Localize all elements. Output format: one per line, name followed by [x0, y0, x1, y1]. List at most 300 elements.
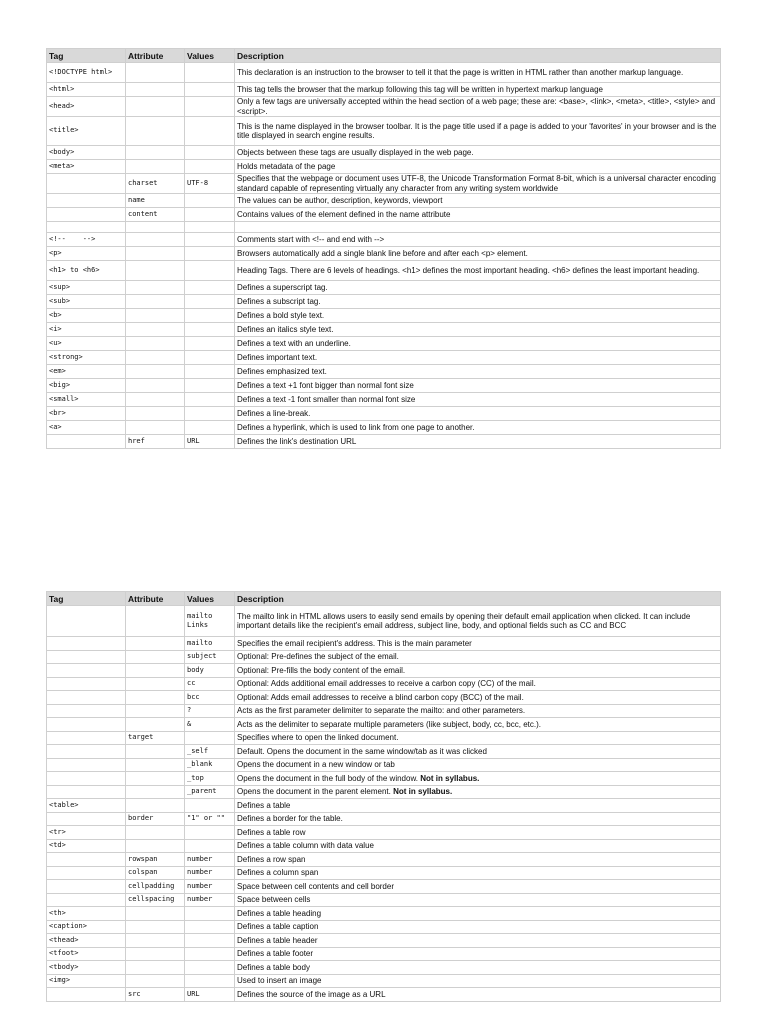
cell-attribute	[126, 421, 185, 435]
table-row	[47, 281, 721, 295]
cell-tag	[47, 393, 126, 407]
cell-values	[185, 934, 235, 948]
table-row	[47, 785, 721, 799]
cell-values	[185, 785, 235, 799]
cell-values	[185, 853, 235, 867]
cell-tag-text: <a>	[49, 422, 62, 431]
col-header-attribute: Attribute	[126, 592, 185, 606]
cell-description	[235, 421, 721, 435]
table-row	[47, 261, 721, 281]
cell-description	[235, 853, 721, 867]
table-row	[47, 637, 721, 651]
cell-description	[235, 83, 721, 97]
cell-tag	[47, 677, 126, 691]
cell-description-text: The values can be author, description, keywords, viewport	[237, 195, 443, 205]
cell-attribute	[126, 691, 185, 705]
cell-description-text: Opens the document in the full body of the window.	[237, 773, 419, 783]
cell-tag	[47, 893, 126, 907]
cell-description	[235, 826, 721, 840]
table-row	[47, 247, 721, 261]
cell-tag	[47, 83, 126, 97]
table-row	[47, 893, 721, 907]
cell-description-text: Defines a text with an underline.	[237, 338, 351, 348]
cell-attribute-text: src	[128, 989, 141, 998]
cell-values	[185, 637, 235, 651]
cell-description	[235, 117, 721, 146]
cell-attribute	[126, 785, 185, 799]
cell-tag-text: <table>	[49, 800, 79, 809]
cell-tag	[47, 853, 126, 867]
cell-attribute-text: target	[128, 733, 154, 742]
cell-tag	[47, 281, 126, 295]
cell-tag	[47, 97, 126, 117]
cell-description	[235, 606, 721, 637]
cell-description-text: Defines a text +1 font bigger than normal font size	[237, 380, 414, 390]
table-row	[47, 421, 721, 435]
cell-values-text: "1" or ""	[187, 814, 225, 823]
cell-description	[235, 309, 721, 323]
cell-description	[235, 365, 721, 379]
cell-description-text: Defines emphasized text.	[237, 366, 327, 376]
cell-tag-text: <i>	[49, 324, 62, 333]
cell-values	[185, 988, 235, 1002]
cell-values	[185, 691, 235, 705]
cell-values	[185, 812, 235, 826]
table-row	[47, 222, 721, 233]
cell-description-text: Defines the source of the image as a URL	[237, 989, 386, 999]
table-row	[47, 812, 721, 826]
cell-tag	[47, 866, 126, 880]
cell-attribute	[126, 731, 185, 745]
cell-description-text: Defines a table row	[237, 827, 306, 837]
table-row	[47, 718, 721, 732]
cell-description-text: Contains values of the element defined in the name attribute	[237, 209, 451, 219]
cell-attribute-text: name	[128, 195, 145, 204]
cell-description-text: Used to insert an image	[237, 976, 322, 986]
cell-values-text: body	[187, 665, 204, 674]
cell-values-text: bcc	[187, 692, 200, 701]
cell-values	[185, 731, 235, 745]
cell-tag-text: <!-- -->	[49, 234, 96, 243]
cell-tag-text: <title>	[49, 126, 79, 135]
cell-values	[185, 160, 235, 174]
cell-attribute	[126, 826, 185, 840]
table-row	[47, 664, 721, 678]
cell-tag	[47, 785, 126, 799]
cell-description-text: Defines an italics style text.	[237, 324, 334, 334]
cell-tag	[47, 988, 126, 1002]
cell-attribute	[126, 677, 185, 691]
cell-description-text: Defines a line-break.	[237, 408, 311, 418]
cell-values	[185, 379, 235, 393]
cell-attribute	[126, 194, 185, 208]
cell-description	[235, 664, 721, 678]
cell-attribute	[126, 233, 185, 247]
cell-tag-text: <body>	[49, 147, 75, 156]
cell-tag	[47, 745, 126, 759]
cell-attribute-text: border	[128, 814, 154, 823]
cell-tag	[47, 758, 126, 772]
cell-tag-text: <br>	[49, 408, 66, 417]
cell-description-text: Default. Opens the document in the same window/tab as it was clicked	[237, 746, 487, 756]
cell-tag	[47, 379, 126, 393]
cell-values	[185, 309, 235, 323]
cell-values	[185, 718, 235, 732]
cell-tag-text: <tbody>	[49, 962, 79, 971]
cell-attribute	[126, 961, 185, 975]
cell-description-text: Optional: Pre-defines the subject of the email.	[237, 652, 399, 662]
cell-description	[235, 920, 721, 934]
cell-values	[185, 839, 235, 853]
html-tags-table-2	[46, 591, 721, 1002]
cell-description	[235, 393, 721, 407]
col-header-description: Description	[235, 49, 721, 63]
cell-values-text: number	[187, 868, 213, 877]
table-row	[47, 97, 721, 117]
col-header-values: Values	[185, 49, 235, 63]
cell-description	[235, 988, 721, 1002]
cell-attribute	[126, 379, 185, 393]
cell-description	[235, 839, 721, 853]
cell-attribute	[126, 718, 185, 732]
table-row	[47, 309, 721, 323]
cell-description	[235, 281, 721, 295]
cell-tag-text: <thead>	[49, 935, 79, 944]
cell-description	[235, 785, 721, 799]
cell-tag	[47, 731, 126, 745]
cell-values	[185, 826, 235, 840]
cell-tag-text: <meta>	[49, 161, 75, 170]
cell-values	[185, 261, 235, 281]
cell-description	[235, 691, 721, 705]
table-row	[47, 407, 721, 421]
cell-description	[235, 323, 721, 337]
cell-tag	[47, 421, 126, 435]
cell-tag	[47, 222, 126, 233]
cell-description-text: Defines a table header	[237, 935, 318, 945]
cell-description-text: Defines a table heading	[237, 908, 322, 918]
cell-description	[235, 233, 721, 247]
cell-description	[235, 947, 721, 961]
cell-values	[185, 393, 235, 407]
cell-tag	[47, 247, 126, 261]
cell-description	[235, 745, 721, 759]
cell-description-text: Optional: Adds email addresses to receive a blind carbon copy (BCC) of the mail.	[237, 692, 524, 702]
cell-description-text: Holds metadata of the page	[237, 161, 336, 171]
cell-tag	[47, 606, 126, 637]
cell-values-text: UTF-8	[187, 178, 209, 187]
cell-attribute	[126, 974, 185, 988]
cell-values	[185, 97, 235, 117]
cell-tag	[47, 961, 126, 975]
cell-values	[185, 772, 235, 786]
cell-values	[185, 63, 235, 83]
cell-values	[185, 866, 235, 880]
cell-values	[185, 194, 235, 208]
cell-description	[235, 247, 721, 261]
cell-attribute	[126, 160, 185, 174]
cell-tag	[47, 309, 126, 323]
cell-attribute	[126, 295, 185, 309]
cell-values	[185, 337, 235, 351]
cell-values	[185, 947, 235, 961]
table-row	[47, 295, 721, 309]
cell-description-text: Specifies that the webpage or document uses UTF-8, the Unicode Transformation Format 8-bit, which is a universal character encoding standard capable of representing virtually any character from any writing system worldwide	[237, 174, 716, 193]
cell-description	[235, 799, 721, 813]
table-row	[47, 853, 721, 867]
cell-description	[235, 907, 721, 921]
cell-tag-text: <b>	[49, 310, 62, 319]
cell-tag-text: <!DOCTYPE html>	[49, 67, 113, 76]
cell-tag-text: <big>	[49, 380, 71, 389]
cell-description	[235, 866, 721, 880]
cell-description	[235, 974, 721, 988]
cell-tag	[47, 365, 126, 379]
col-header-tag: Tag	[47, 592, 126, 606]
cell-tag	[47, 799, 126, 813]
cell-tag	[47, 934, 126, 948]
cell-description-text: Specifies where to open the linked document.	[237, 733, 399, 743]
cell-tag	[47, 637, 126, 651]
cell-description	[235, 261, 721, 281]
cell-description	[235, 351, 721, 365]
col-header-attribute: Attribute	[126, 49, 185, 63]
cell-description-text: The mailto link in HTML allows users to easily send emails by opening their default email application when clicked. It can include important details like the recipient's email address, subject line, body, and optional fields such as CC and BCC	[237, 612, 691, 630]
cell-description-text: Space between cells	[237, 895, 311, 905]
cell-values	[185, 247, 235, 261]
cell-values	[185, 606, 235, 637]
cell-values	[185, 974, 235, 988]
cell-description	[235, 637, 721, 651]
cell-attribute	[126, 799, 185, 813]
cell-attribute	[126, 920, 185, 934]
table-row	[47, 393, 721, 407]
cell-description	[235, 63, 721, 83]
table-row	[47, 435, 721, 449]
cell-values	[185, 295, 235, 309]
cell-description	[235, 208, 721, 222]
cell-description	[235, 880, 721, 894]
cell-attribute	[126, 337, 185, 351]
cell-attribute	[126, 907, 185, 921]
cell-attribute	[126, 758, 185, 772]
cell-values	[185, 961, 235, 975]
cell-values	[185, 758, 235, 772]
cell-description	[235, 146, 721, 160]
cell-description	[235, 174, 721, 194]
cell-tag	[47, 351, 126, 365]
table-header-row	[47, 592, 721, 606]
table-row	[47, 880, 721, 894]
cell-tag-text: <img>	[49, 976, 71, 985]
cell-tag-text: <html>	[49, 84, 75, 93]
cell-description	[235, 677, 721, 691]
cell-tag-text: <sup>	[49, 282, 71, 291]
table-row	[47, 704, 721, 718]
cell-description-text: This declaration is an instruction to the browser to tell it that the page is written in HTML rather than another markup language.	[237, 67, 684, 77]
cell-description-text: Defines a table	[237, 800, 291, 810]
cell-tag	[47, 194, 126, 208]
cell-values	[185, 351, 235, 365]
cell-description-text: Defines important text.	[237, 352, 318, 362]
cell-attribute	[126, 853, 185, 867]
table-row	[47, 117, 721, 146]
table-row	[47, 233, 721, 247]
cell-attribute	[126, 839, 185, 853]
cell-description	[235, 758, 721, 772]
cell-tag	[47, 691, 126, 705]
cell-description-text: Browsers automatically add a single blank line before and after each <p> element.	[237, 248, 528, 258]
table-row	[47, 351, 721, 365]
col-header-values: Values	[185, 592, 235, 606]
cell-attribute	[126, 222, 185, 233]
cell-description-text: Acts as the first parameter delimiter to separate the mailto: and other parameters.	[237, 706, 526, 716]
cell-attribute	[126, 407, 185, 421]
cell-tag-text: <em>	[49, 366, 66, 375]
cell-description	[235, 337, 721, 351]
table-row	[47, 691, 721, 705]
table-row	[47, 772, 721, 786]
cell-values	[185, 435, 235, 449]
cell-tag	[47, 947, 126, 961]
table-row	[47, 650, 721, 664]
cell-values-text: number	[187, 854, 213, 863]
cell-description-text: Defines a column span	[237, 868, 319, 878]
cell-values-text: URL	[187, 989, 200, 998]
cell-values	[185, 880, 235, 894]
cell-attribute	[126, 393, 185, 407]
cell-tag-text: <p>	[49, 248, 62, 257]
table-row	[47, 907, 721, 921]
cell-tag-text: <td>	[49, 841, 66, 850]
col-header-tag: Tag	[47, 49, 126, 63]
cell-description	[235, 812, 721, 826]
cell-description	[235, 718, 721, 732]
cell-tag	[47, 146, 126, 160]
cell-tag-text: <th>	[49, 908, 66, 917]
table-row	[47, 63, 721, 83]
cell-attribute	[126, 309, 185, 323]
cell-values	[185, 83, 235, 97]
table-row	[47, 947, 721, 961]
cell-description	[235, 160, 721, 174]
table-row	[47, 194, 721, 208]
cell-tag	[47, 233, 126, 247]
cell-tag-text: <caption>	[49, 922, 87, 931]
cell-tag	[47, 772, 126, 786]
cell-values	[185, 421, 235, 435]
cell-description-text: This is the name displayed in the browser toolbar. It is the page title used if a page is added to your 'favorites' in your browser and is the title displayed in search engine results.	[237, 121, 717, 140]
table-row	[47, 83, 721, 97]
cell-values	[185, 407, 235, 421]
cell-tag	[47, 664, 126, 678]
col-header-description: Description	[235, 592, 721, 606]
cell-tag	[47, 839, 126, 853]
cell-description	[235, 222, 721, 233]
cell-attribute	[126, 351, 185, 365]
table-row	[47, 606, 721, 637]
cell-values-text: mailto Links	[187, 612, 213, 629]
table-row	[47, 974, 721, 988]
cell-attribute-text: href	[128, 436, 145, 445]
cell-description-text: Opens the document in the parent element.	[237, 787, 391, 797]
cell-values	[185, 704, 235, 718]
cell-tag-text: <sub>	[49, 296, 71, 305]
cell-values	[185, 222, 235, 233]
cell-attribute-text: content	[128, 209, 158, 218]
cell-attribute	[126, 650, 185, 664]
cell-tag	[47, 63, 126, 83]
cell-values-text: &	[187, 719, 192, 728]
cell-description-text: Optional: Pre-fills the body content of the email.	[237, 665, 406, 675]
cell-description	[235, 704, 721, 718]
cell-description	[235, 731, 721, 745]
cell-values	[185, 281, 235, 295]
cell-description	[235, 650, 721, 664]
not-in-syllabus-note: Not in syllabus.	[420, 773, 480, 783]
cell-tag	[47, 704, 126, 718]
cell-attribute	[126, 772, 185, 786]
cell-values	[185, 799, 235, 813]
cell-values	[185, 920, 235, 934]
cell-description-text: Heading Tags. There are 6 levels of headings. <h1> defines the most important heading. <h6> defines the least important heading.	[237, 265, 700, 275]
cell-attribute	[126, 323, 185, 337]
cell-attribute	[126, 261, 185, 281]
cell-values-text: _self	[187, 746, 209, 755]
cell-values	[185, 208, 235, 222]
cell-description-text: Specifies the email recipient's address. This is the main parameter	[237, 638, 472, 648]
cell-values-text: number	[187, 881, 213, 890]
cell-tag	[47, 826, 126, 840]
table-row	[47, 961, 721, 975]
cell-attribute	[126, 97, 185, 117]
cell-values	[185, 323, 235, 337]
cell-attribute	[126, 866, 185, 880]
cell-description-text: Defines a table column with data value	[237, 841, 374, 851]
cell-values	[185, 365, 235, 379]
cell-description	[235, 379, 721, 393]
table-header-row	[47, 49, 721, 63]
cell-attribute	[126, 812, 185, 826]
table-row	[47, 934, 721, 948]
cell-values	[185, 745, 235, 759]
cell-description-text: Defines a superscript tag.	[237, 282, 328, 292]
cell-tag	[47, 261, 126, 281]
cell-description-text: Opens the document in a new window or tab	[237, 760, 395, 770]
table-row	[47, 758, 721, 772]
table-row	[47, 839, 721, 853]
cell-description	[235, 435, 721, 449]
cell-attribute-text: charset	[128, 178, 158, 187]
cell-tag	[47, 974, 126, 988]
cell-tag	[47, 812, 126, 826]
cell-tag	[47, 907, 126, 921]
cell-description	[235, 934, 721, 948]
cell-attribute	[126, 365, 185, 379]
table-row	[47, 208, 721, 222]
cell-values-text: number	[187, 895, 213, 904]
cell-attribute	[126, 435, 185, 449]
cell-attribute	[126, 704, 185, 718]
cell-description-text: Defines the link's destination URL	[237, 436, 357, 446]
table-row	[47, 323, 721, 337]
cell-attribute	[126, 893, 185, 907]
cell-tag-text: <tfoot>	[49, 949, 79, 958]
cell-description-text: Space between cell contents and cell border	[237, 881, 394, 891]
cell-tag	[47, 160, 126, 174]
table-row	[47, 731, 721, 745]
cell-attribute-text: rowspan	[128, 854, 158, 863]
